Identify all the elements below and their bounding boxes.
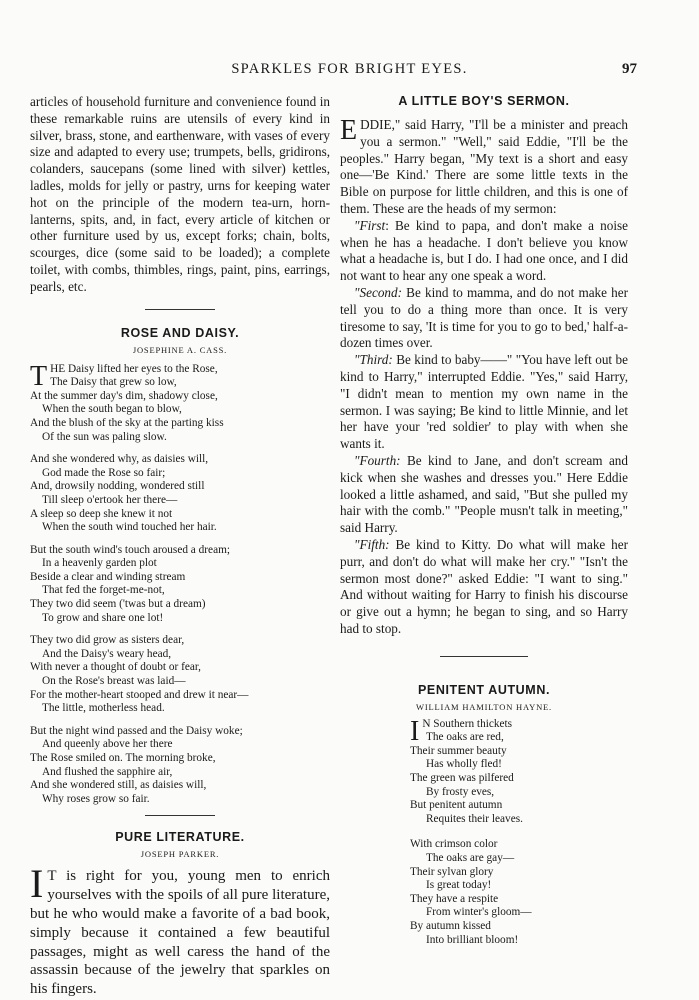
page-header <box>0 61 699 81</box>
stanza <box>30 725 330 807</box>
poem-line: To grow and share one lot! <box>42 611 164 624</box>
article-paragraph: T is right for you, young men to enrich yourselves with the spoils of all pure literature, but he who would make a favorite of a bad book, simply because it contained a few beautiful passages, might as well caress the hand of the assassin because of the jewelry that sparkles on his fingers. <box>30 868 330 998</box>
article-author: JOSEPH PARKER. <box>140 849 220 860</box>
stanza <box>410 715 628 827</box>
poem-line: Is great today! <box>426 879 492 892</box>
poem-line: HE Daisy lifted her eyes to the Rose, <box>50 362 218 375</box>
poem-line: And flushed the sapphire air, <box>42 765 173 778</box>
article-paragraph: "First: Be kind to papa, and don't make a noise when he has a headache. I don't believe you know what a headache is, but I do. I had one once, and I did not want to hear any one speak a word. <box>340 217 628 284</box>
poem-line: God made the Rose so fair; <box>42 466 166 479</box>
poem-line: And the blush of the sky at the parting kiss <box>30 416 224 429</box>
point-label: "Fifth: <box>354 536 390 552</box>
poem-line: With crimson color <box>410 838 498 851</box>
penitent-autumn-poem <box>340 683 628 948</box>
poem-line: A sleep so deep she knew it not <box>30 507 173 520</box>
poem-line: In a heavenly garden plot <box>42 557 157 570</box>
article-paragraph: EDDIE," said Harry, "I'll be a minister and preach you a sermon." "Well," said Eddie, "I'll be the peoples." Harry began, "My text is a short and easy one—'Be Kind.' There are some little texts in the Bible on purpose for little children, and this is one of them. These are the heads of my sermon: <box>340 115 628 216</box>
article-paragraph: "Fifth: Be kind to Kitty. Do what will make her purr, and don't do what will make her cry." "Isn't the sermon most done?" asked Eddie: "I want to sing." And without waiting for Harry to finish his discourse or give out a hymn; he began to sing, and so Harry had to stop. <box>340 536 628 636</box>
poem-line: By frosty eves, <box>426 785 495 798</box>
right-column <box>340 94 628 959</box>
poem-line: The little, motherless head. <box>42 702 165 715</box>
point-label: "First <box>354 217 386 233</box>
poem-line: Their summer beauty <box>410 744 507 757</box>
poem-line: From winter's gloom— <box>426 906 532 919</box>
poem-line: Beside a clear and winding stream <box>30 570 186 583</box>
poem-line: N Southern thickets <box>422 717 513 730</box>
stanza <box>30 453 330 535</box>
poem-line: On the Rose's breast was laid— <box>42 675 186 688</box>
poem-line: But the night wind passed and the Daisy woke; <box>30 724 243 737</box>
poem-line: Their sylvan glory <box>410 865 494 878</box>
poem-line: At the summer day's dim, shadowy close, <box>30 389 218 402</box>
drop-cap: I <box>30 861 44 907</box>
drop-cap: E <box>340 115 358 146</box>
article-paragraph: "Second: Be kind to mamma, and do not make her tell you to do a thing more than once. It is very tiresome to say, 'It is time for you to go to bed,' half-a-dozen times over. <box>340 284 628 351</box>
poem-body <box>410 715 628 948</box>
point-label: "Fourth: <box>354 452 401 468</box>
poem-line: When the south wind touched her hair. <box>42 521 217 534</box>
section-divider <box>440 656 528 657</box>
poem-line: And, drowsily nodding, wondered still <box>30 480 205 493</box>
poem-line: When the south began to blow, <box>42 403 182 416</box>
poem-line: They have a respite <box>410 892 499 905</box>
poem-line: They two did grow as sisters dear, <box>30 634 185 647</box>
stanza <box>30 634 330 716</box>
poem-title: PENITENT AUTUMN. <box>417 682 551 697</box>
page-number: 97 <box>622 61 637 77</box>
poem-line: Why roses grow so fair. <box>42 792 150 805</box>
poem-line: Requites their leaves. <box>426 812 523 825</box>
article-paragraph: "Fourth: Be kind to Jane, and don't scream and kick when she washes and dresses you." Here Eddie looked a little ashamed, and said, "But she pulled my hair with the comb." "People musn't talk in meeting," said Harry. <box>340 452 628 536</box>
continued-paragraph: articles of household furniture and convenience found in these remarkable ruins are utensils of every kind in silver, brass, stone, and earthenware, with vases of every size and adapted to every use; trumpets, bells, gridirons, colanders, saucepans (some lined with silver) kettles, ladles, molds for jelly or pastry, urns for keeping water hot on the principle of the modern tea-urn, horn-lanterns, spits, and, in fact, every article of kitchen or other furniture used by us, except forks; chain, bolts, scourges, dice (some said to be loaded); a complete toilet, with combs, thimbles, rings, paint, pins, earrings, pearls, etc. <box>30 94 330 294</box>
poem-line: Of the sun was paling slow. <box>42 430 167 443</box>
poem-line: That fed the forget-me-not, <box>42 584 165 597</box>
point-label: "Third: <box>354 352 393 368</box>
poem-line: And she wondered why, as daisies will, <box>30 453 209 466</box>
section-divider <box>145 309 215 310</box>
poem-line: Till sleep o'ertook her there— <box>42 493 178 506</box>
poem-line: The green was pilfered <box>410 772 514 785</box>
stanza <box>30 544 330 626</box>
poem-line: But penitent autumn <box>410 799 503 812</box>
poem-line: And queenly above her there <box>42 738 173 751</box>
poem-line: For the mother-heart stooped and drew it near— <box>30 688 249 701</box>
article-paragraph: "Third: Be kind to baby——" "You have left out be kind to Harry," interrupted Eddie. "Yes," said Harry, "I didn't mean to mention my own name in the sermon. I was saying; Be kind to little Minnie, and let her have your 'red soldier' to play with when she wants it. <box>340 352 628 452</box>
rose-and-daisy-poem <box>30 326 330 807</box>
poem-line: And she wondered still, as daisies will, <box>30 779 207 792</box>
poem-line: By autumn kissed <box>410 920 491 933</box>
poem-line: They two did seem ('twas but a dream) <box>30 598 206 611</box>
stanza <box>30 360 330 445</box>
stanza <box>410 838 628 947</box>
poem-author: WILLIAM HAMILTON HAYNE. <box>416 701 552 712</box>
continued-article <box>30 94 330 296</box>
poem-line: The Rose smiled on. The morning broke, <box>30 752 216 764</box>
article-title: PURE LITERATURE. <box>115 830 245 845</box>
article-title: A LITTLE BOY'S SERMON. <box>398 94 570 108</box>
running-title: SPARKLES FOR BRIGHT EYES. <box>231 61 468 77</box>
poem-line: Into brilliant bloom! <box>426 933 519 946</box>
poem-line: With never a thought of doubt or fear, <box>30 661 202 674</box>
poem-body <box>30 360 330 807</box>
poem-line: The oaks are gay— <box>426 852 515 865</box>
left-column <box>30 94 330 999</box>
poem-title: ROSE AND DAISY. <box>120 325 240 340</box>
point-label: "Second: <box>354 284 403 300</box>
poem-line: But the south wind's touch aroused a dream; <box>30 543 231 556</box>
section-divider <box>145 815 215 816</box>
little-boys-sermon-article <box>340 94 628 638</box>
drop-cap: I <box>410 715 420 747</box>
pure-literature-article <box>30 830 330 999</box>
article-body <box>340 117 628 638</box>
article-body <box>30 861 330 999</box>
poem-line: The Daisy that grew so low, <box>50 376 177 389</box>
poem-line: The oaks are red, <box>426 731 504 744</box>
poem-line: Has wholly fled! <box>426 758 502 771</box>
drop-cap: T <box>30 360 48 392</box>
poem-author: JOSEPHINE A. CASS. <box>132 344 228 355</box>
poem-line: And the Daisy's weary head, <box>42 647 172 660</box>
